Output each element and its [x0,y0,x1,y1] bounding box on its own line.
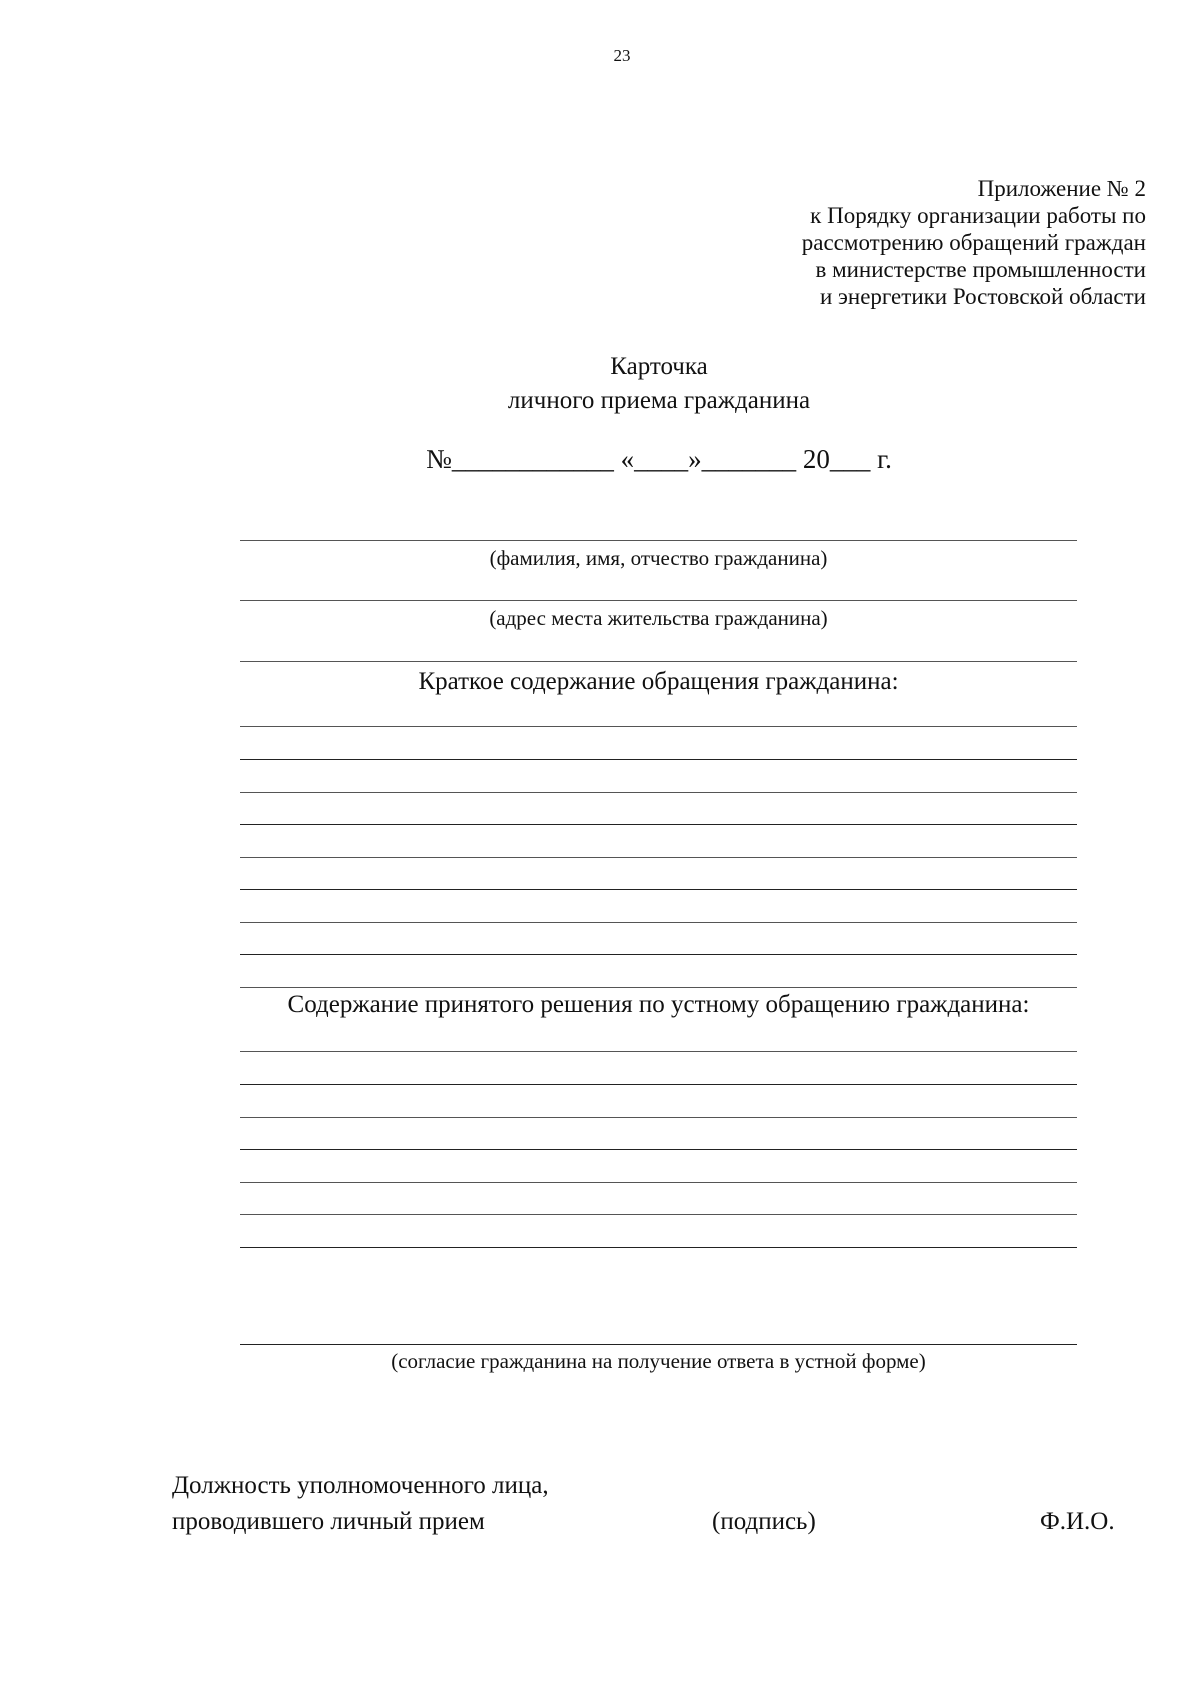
appendix-header [626,175,1146,310]
card-title [0,350,1200,418]
consent-caption: (согласие гражданина на получение ответа в устной форме) [391,1349,926,1373]
summary-line[interactable] [240,987,1077,988]
appendix-line: рассмотрению обращений граждан [801,230,1146,255]
address-caption: (адрес места жительства гражданина) [489,606,828,630]
official-position [172,1468,549,1540]
card-title-line-1: Карточка [610,353,708,380]
consent-field-line[interactable] [240,1344,1077,1345]
decision-line[interactable] [240,1051,1077,1052]
fio-field-line[interactable] [240,540,1077,541]
decision-line[interactable] [240,1247,1077,1248]
official-position-line-1: Должность уполномоченного лица, [172,1472,549,1499]
fio-label: Ф.И.О. [1040,1508,1115,1535]
decision-heading: Содержание принятого решения по устному обращению гражданина: [287,991,1030,1018]
decision-line[interactable] [240,1117,1077,1118]
address-field-line[interactable] [240,600,1077,601]
appendix-line: Приложение № 2 [977,176,1146,201]
decision-line[interactable] [240,1182,1077,1183]
decision-line[interactable] [240,1149,1077,1150]
summary-line[interactable] [240,792,1077,793]
card-title-line-2: личного приема гражданина [507,387,811,414]
card-number-date-line[interactable]: №____________ «____»_______ 20___ г. [426,444,892,474]
summary-line[interactable] [240,889,1077,890]
summary-line[interactable] [240,759,1077,760]
decision-line[interactable] [240,1084,1077,1085]
appendix-line: и энергетики Ростовской области [819,284,1146,309]
fio-caption: (фамилия, имя, отчество гражданина) [489,546,828,570]
appendix-line: в министерстве промышленности [815,257,1146,282]
summary-line[interactable] [240,857,1077,858]
summary-heading: Краткое содержание обращения гражданина: [418,668,899,695]
official-position-line-2: проводившего личный прием [172,1508,485,1535]
page-number: 23 [613,46,631,65]
summary-line[interactable] [240,954,1077,955]
appendix-line: к Порядку организации работы по [810,203,1146,228]
summary-line[interactable] [240,922,1077,923]
summary-line[interactable] [240,824,1077,825]
decision-line[interactable] [240,1214,1077,1215]
signature-label: (подпись) [712,1508,816,1535]
summary-line[interactable] [240,726,1077,727]
address-field-line-2[interactable] [240,661,1077,662]
